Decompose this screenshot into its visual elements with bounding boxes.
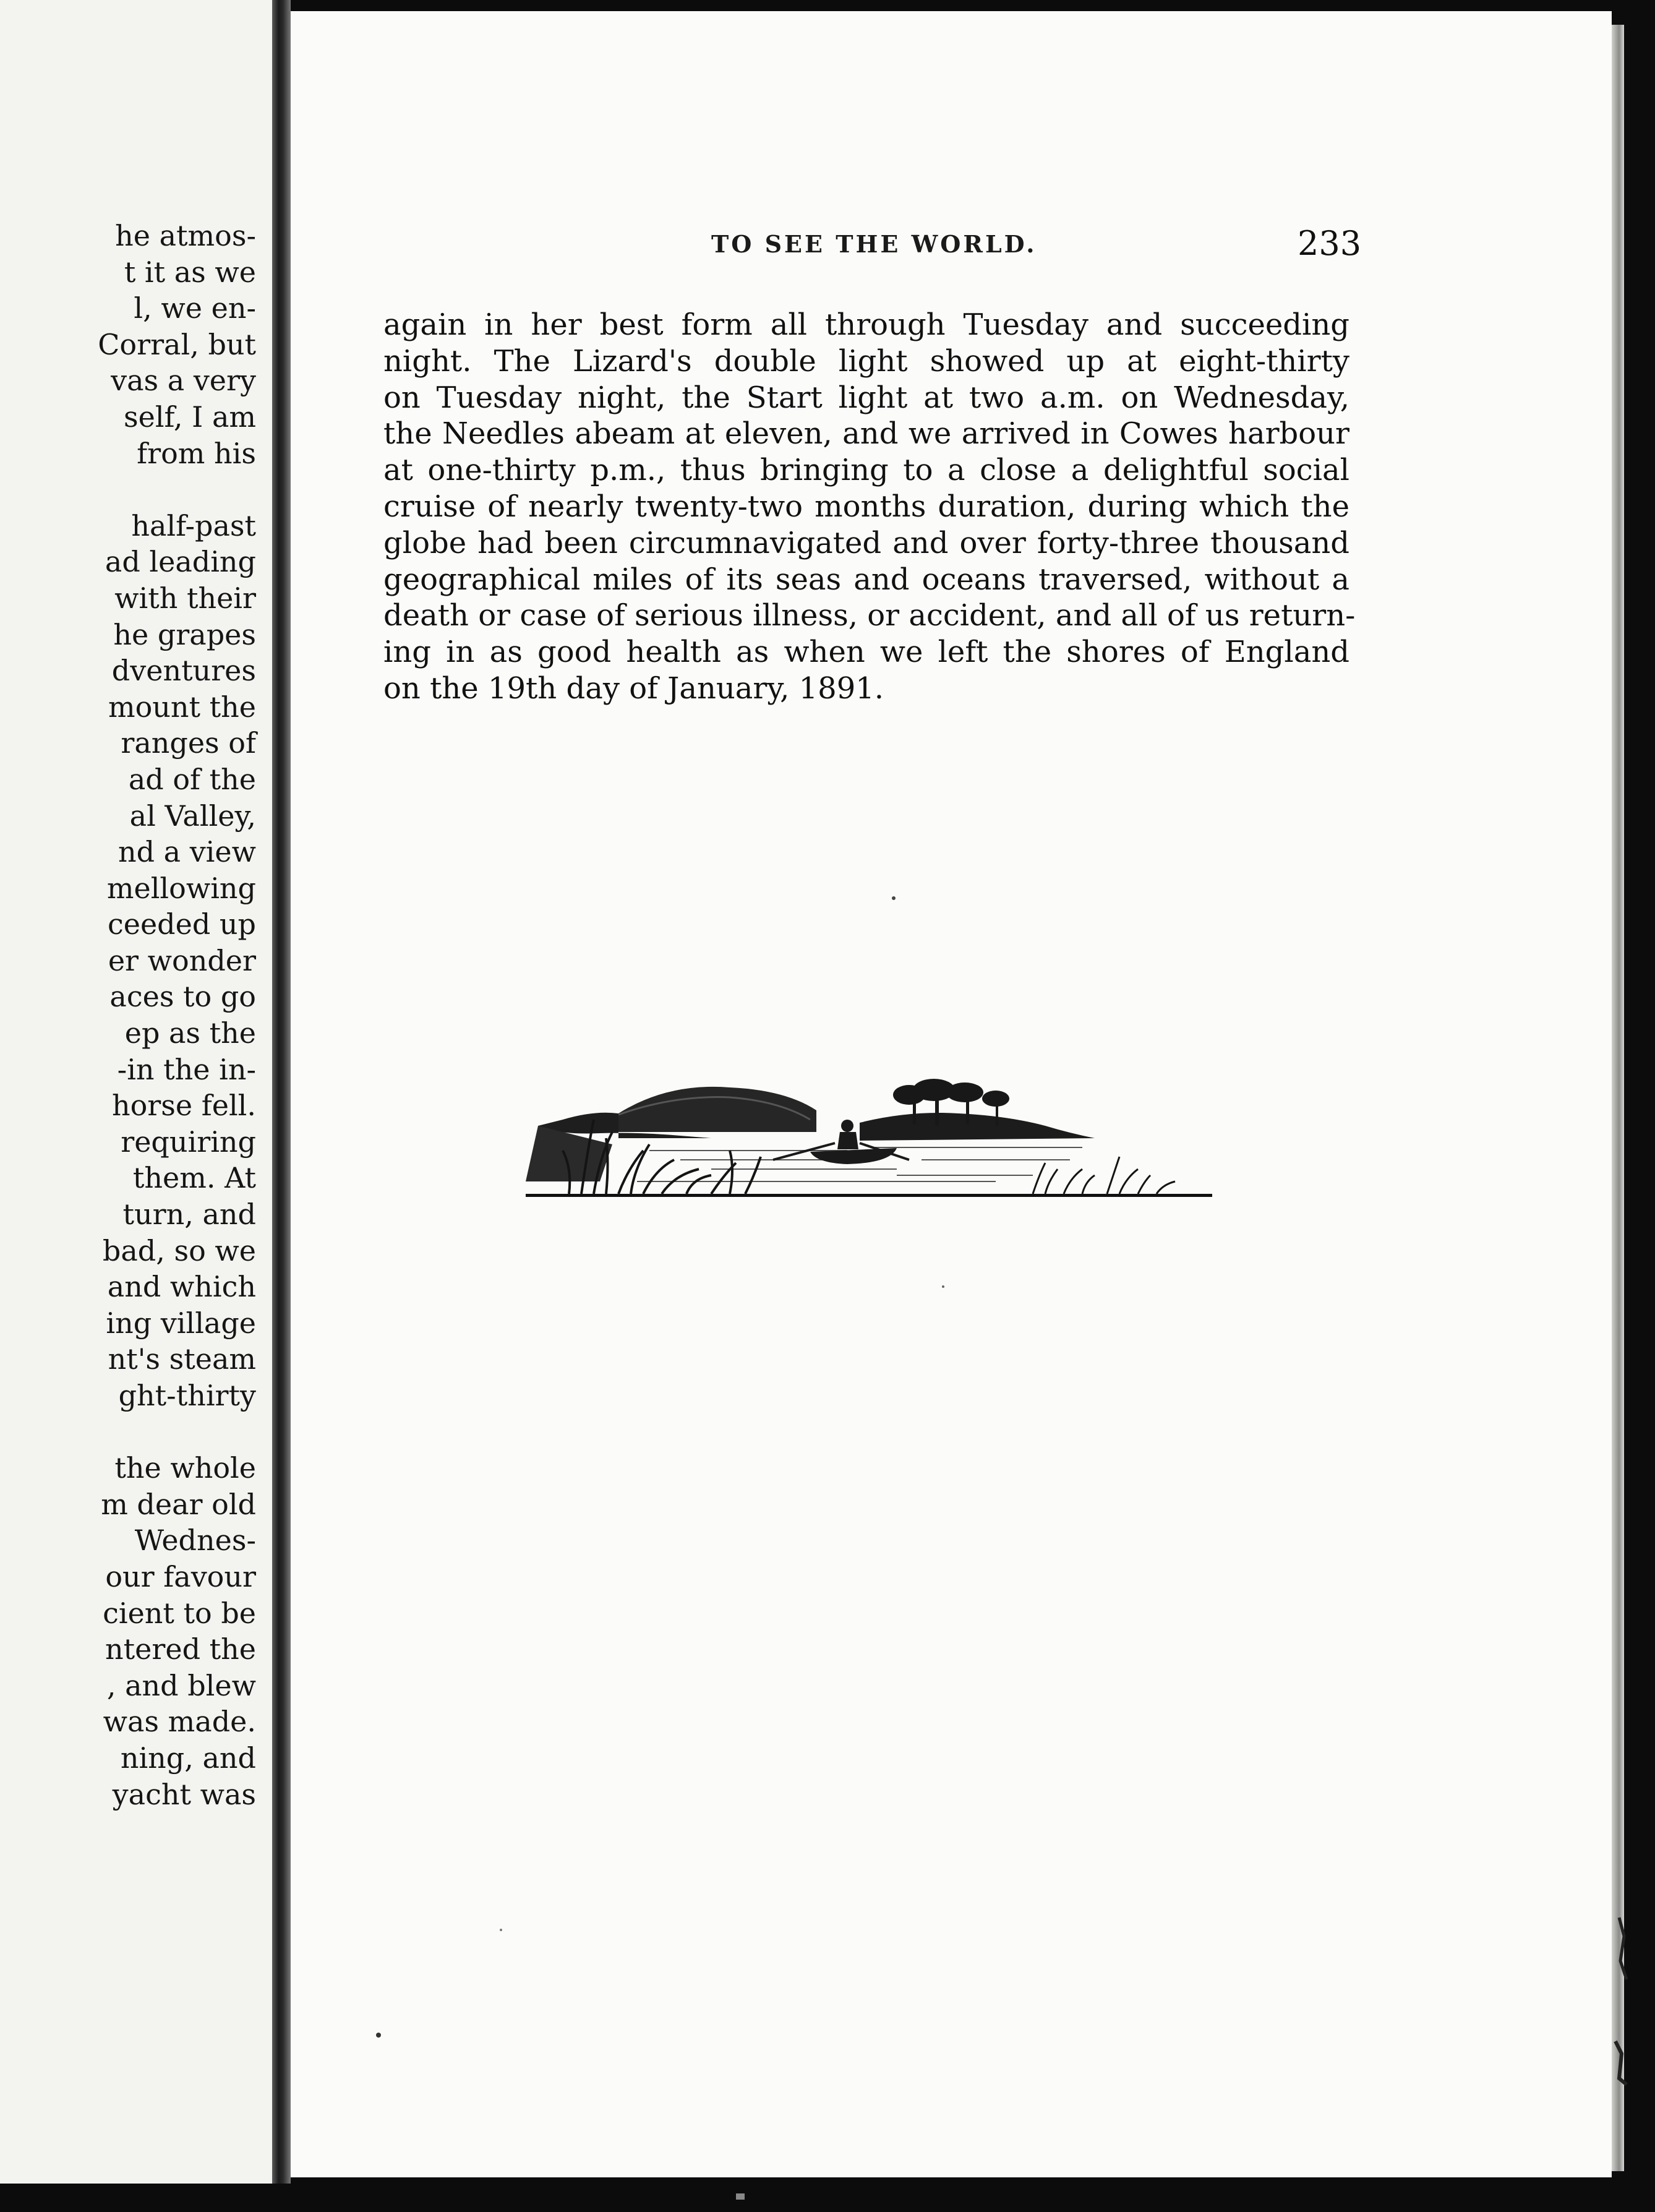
left-page-line: -in the in- [117, 1052, 256, 1086]
body-line: the Needles abeam at eleven, and we arrived in Cowes harbour [383, 416, 1349, 452]
left-page-line: cient to be [103, 1596, 256, 1630]
left-page-line: aces to go [109, 980, 256, 1014]
body-line: night. The Lizard's double light showed up at eight-thirty [383, 343, 1349, 379]
left-page-line: he atmos- [115, 219, 256, 252]
body-line: again in her best form all through Tuesday and succeeding [383, 307, 1349, 342]
left-page-line: the whole [114, 1451, 256, 1485]
left-page-line: yacht was [112, 1777, 256, 1811]
left-page-line: nd a view [118, 835, 256, 869]
body-line: on the 19th day of January, 1891. [383, 671, 884, 706]
left-page-line: nt's steam [108, 1342, 256, 1376]
left-facing-page [0, 0, 272, 2184]
left-page-line: Corral, but [98, 327, 256, 361]
left-page-line: from his [137, 436, 256, 470]
left-page-line: al Valley, [129, 799, 256, 833]
left-page-line: ad of the [128, 762, 256, 796]
rowing-boat-landscape-vignette-icon [526, 1076, 1212, 1219]
body-paragraph [383, 307, 1356, 707]
left-page-line: l, we en- [134, 291, 256, 325]
left-page-line: er wonder [108, 943, 256, 977]
left-page-line: requiring [121, 1125, 256, 1159]
left-page-line: with their [114, 581, 256, 615]
left-page-line: ad leading [105, 545, 256, 579]
left-page-line: he grapes [113, 617, 256, 651]
left-page-line: vas a very [111, 364, 256, 398]
book-gutter [272, 0, 291, 2184]
left-page-text-fragments [98, 218, 256, 1812]
body-line: death or case of serious illness, or accident, and all of us return- [383, 598, 1356, 633]
left-page-line: horse fell. [111, 1089, 256, 1123]
running-head: TO SEE THE WORLD. [711, 230, 1037, 258]
left-page-line: ep as the [124, 1016, 256, 1050]
left-page-line: mellowing [106, 871, 256, 905]
left-page-line: ceeded up [107, 907, 256, 941]
left-page-line: bad, so we [102, 1233, 256, 1267]
left-page-line: and which [107, 1270, 256, 1304]
left-page-line: dventures [111, 654, 256, 688]
left-page-line: turn, and [122, 1198, 256, 1232]
left-page-line: ntered the [105, 1632, 256, 1666]
left-page-line: , and blew [106, 1668, 256, 1702]
body-line: cruise of nearly twenty-two months duration, during which the [383, 489, 1349, 524]
left-page-line: ght-thirty [118, 1379, 256, 1412]
left-page-line: t it as we [124, 255, 256, 289]
body-line: ing in as good health as when we left the shores of England [383, 635, 1349, 670]
left-page-line: our favour [105, 1559, 256, 1593]
left-page-line [98, 1414, 256, 1451]
body-line: geographical miles of its seas and oceans traversed, without a [383, 562, 1349, 597]
left-page-line: was made. [103, 1705, 256, 1739]
left-page-line: Wednes- [134, 1524, 256, 1558]
left-page-line: mount the [108, 690, 256, 724]
body-line: at one-thirty p.m., thus bringing to a close a delightful social [383, 453, 1349, 488]
body-line: globe had been circumnavigated and over forty-three thousand [383, 525, 1349, 560]
left-page-line: ranges of [121, 726, 256, 760]
left-page-line: self, I am [123, 400, 256, 434]
page-number: 233 [1298, 224, 1362, 263]
left-page-line: m dear old [101, 1487, 256, 1521]
left-page-line [98, 471, 256, 508]
left-page-line: ning, and [120, 1741, 256, 1775]
left-page-line: them. At [132, 1161, 256, 1195]
left-page-line: half-past [131, 508, 256, 542]
page-edge-shadow [1612, 25, 1624, 2171]
body-line: on Tuesday night, the Start light at two a.m. on Wednesday, [383, 380, 1349, 415]
left-page-line: ing village [106, 1306, 256, 1340]
